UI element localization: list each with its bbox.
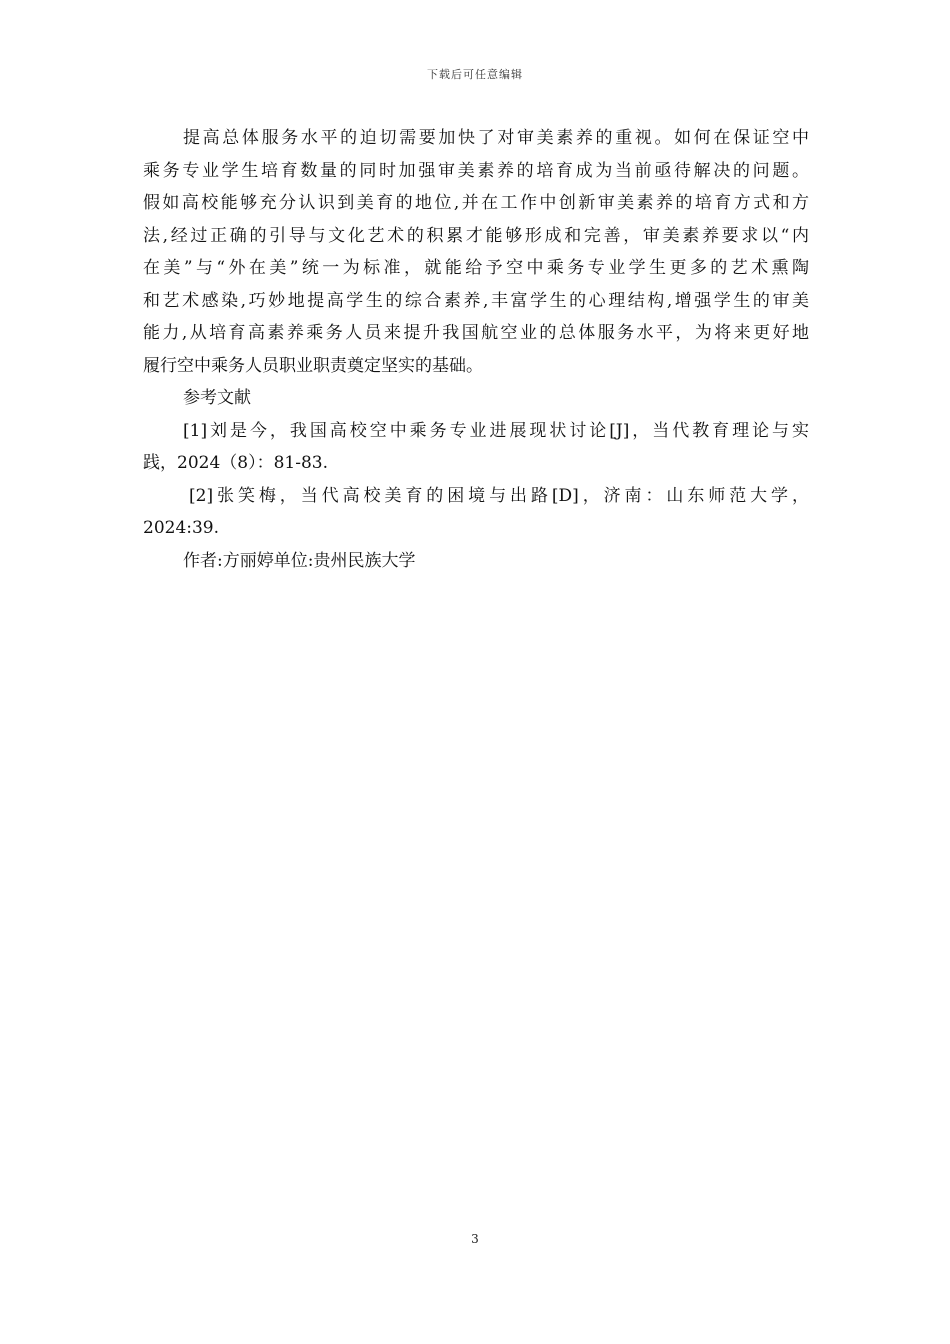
reference-entry-1 — [143, 415, 809, 480]
page-header: 下载后可任意编辑 — [427, 68, 523, 81]
reference-line: 2024:39. — [143, 518, 220, 538]
reference-line: [2]张笑梅，当代高校美育的困境与出路[D]，济南：山东师范大学， — [189, 485, 809, 506]
paragraph-line: 在美”与“外在美”统一为标准，就能给予空中乘务专业学生更多的艺术熏陶 — [143, 258, 809, 278]
document-body — [143, 122, 809, 577]
reference-entry-2 — [143, 480, 809, 545]
reference-line: 践，2024（8）：81-83. — [143, 453, 328, 473]
body-paragraph — [143, 122, 809, 382]
page-number: 3 — [471, 1232, 479, 1246]
references-heading: 参考文献 — [183, 388, 251, 408]
paragraph-line: 提高总体服务水平的迫切需要加快了对审美素养的重视。如何在保证空中 — [183, 128, 809, 148]
paragraph-line: 履行空中乘务人员职业职责奠定坚实的基础。 — [143, 355, 483, 376]
paragraph-line: 和艺术感染,巧妙地提高学生的综合素养,丰富学生的心理结构,增强学生的审美 — [143, 290, 809, 311]
paragraph-line: 法,经过正确的引导与文化艺术的积累才能够形成和完善，审美素养要求以“内 — [143, 225, 809, 246]
paragraph-line: 能力,从培育高素养乘务人员来提升我国航空业的总体服务水平，为将来更好地 — [143, 323, 809, 343]
paragraph-line: 乘务专业学生培育数量的同时加强审美素养的培育成为当前亟待解决的问题。 — [143, 160, 809, 181]
author-affiliation: 作者:方丽婷单位:贵州民族大学 — [183, 550, 416, 571]
paragraph-line: 假如高校能够充分认识到美育的地位,并在工作中创新审美素养的培育方式和方 — [143, 193, 809, 213]
reference-line: [1]刘是今，我国高校空中乘务专业进展现状讨论[J]，当代教育理论与实 — [183, 420, 809, 441]
